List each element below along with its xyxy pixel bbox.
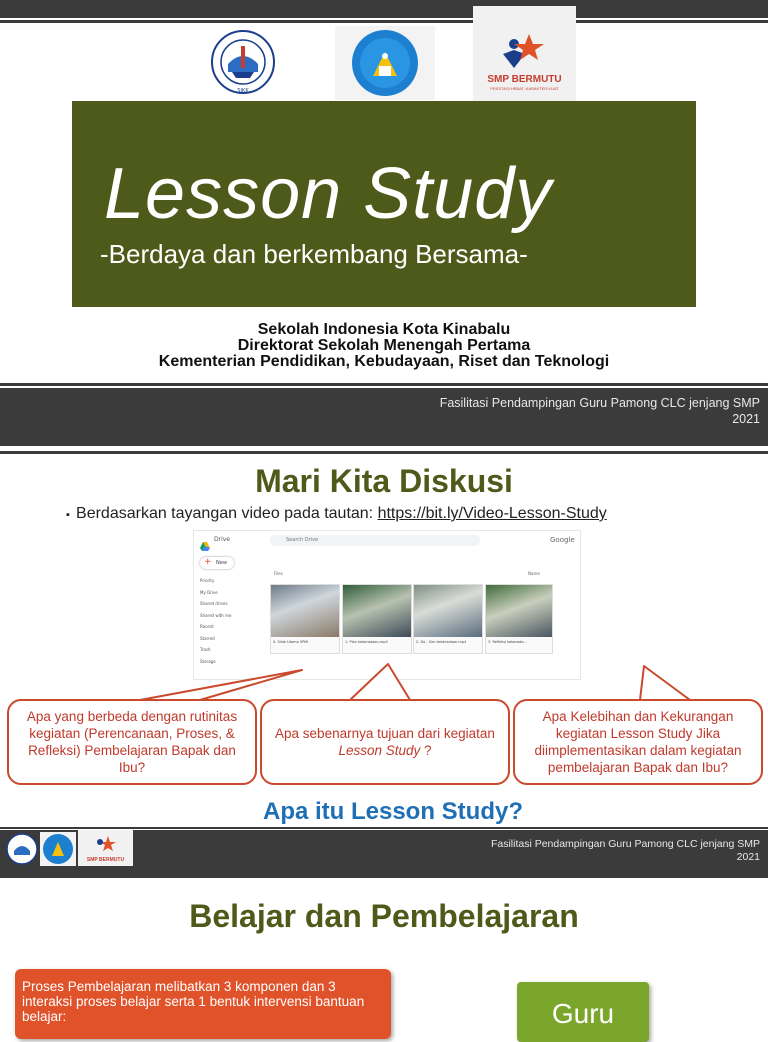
video-thumbnail: [271, 585, 339, 637]
drive-nav-item[interactable]: Shared drives: [200, 601, 228, 606]
title-block: [72, 101, 696, 307]
footer-line-2: 2021: [736, 851, 760, 863]
footer-line-1: Fasilitasi Pendampingan Guru Pamong CLC jenjang SMP: [439, 396, 760, 410]
slide2-top-line: [0, 451, 768, 454]
video-thumbnail: [414, 585, 482, 637]
bubble-2-italic: Lesson Study: [338, 743, 421, 758]
drive-screenshot: [193, 530, 581, 680]
bubble-3-text: Apa Kelebihan dan Kekurangan kegiatan Lesson Study Jika diimplementasikan dalam kegiatan pembelajaran Bapak dan Ibu?: [534, 709, 742, 775]
footer-smp-bermutu-label: SMP BERMUTU: [86, 857, 125, 863]
institution-line-2: Direktorat Sekolah Menengah Pertama: [237, 337, 531, 354]
video-link[interactable]: https://bit.ly/Video-Lesson-Study: [377, 505, 607, 522]
guru-label: Guru: [551, 998, 615, 1029]
footer-line-1: Fasilitasi Pendampingan Guru Pamong CLC jenjang SMP: [490, 838, 760, 850]
bullet-marker: ▪: [66, 509, 77, 521]
slide1-top-bar: [0, 0, 768, 18]
drive-nav-item[interactable]: My Drive: [200, 589, 218, 595]
drive-nav-item[interactable]: Priority: [200, 578, 215, 583]
drive-nav-item[interactable]: Shared with me: [200, 612, 232, 618]
drive-logo-icon: [200, 536, 210, 545]
slide2-title: Mari Kita Diskusi: [255, 463, 513, 499]
drive-new-label: New: [216, 560, 227, 566]
bubble-1-text: Apa yang berbeda dengan rutinitas kegiatan (Perencanaan, Proses, & Refleksi) Pembelajaran Bapak dan Ibu?: [26, 709, 238, 775]
drive-search-input[interactable]: [270, 535, 480, 546]
drive-file-card[interactable]: [413, 584, 483, 654]
drive-new-button[interactable]: [200, 557, 234, 569]
drive-nav-item[interactable]: Storage: [200, 658, 216, 664]
drive-search-placeholder: Search Drive: [286, 537, 319, 543]
lesson-study-title: Lesson Study: [104, 154, 553, 234]
drive-app-name: Drive: [214, 536, 230, 543]
drive-nav-item[interactable]: Trash: [200, 647, 211, 652]
drive-sort-label[interactable]: Name: [528, 571, 540, 576]
slide1-footer-line: [0, 383, 768, 386]
drive-file-card[interactable]: [342, 584, 412, 654]
discussion-bubble-2: [260, 699, 510, 785]
slide1-footer-text: [440, 395, 760, 427]
discussion-bubble-1: [7, 699, 257, 785]
footer-logo-tut-wuri: [40, 832, 76, 866]
slide2-bullet: [66, 505, 607, 523]
sikk-logo: [206, 28, 280, 98]
drive-file-name: 2. Do - Sim keberadaan.mp4: [416, 640, 467, 644]
tut-wuri-handayani-logo: [335, 26, 435, 100]
bullet-text: Berdasarkan tayangan video pada tautan:: [76, 505, 378, 522]
drive-file-card[interactable]: [485, 584, 553, 654]
institution-line-1: Sekolah Indonesia Kota Kinabalu: [257, 321, 511, 338]
learning-process-text: Proses Pembelajaran melibatkan 3 komponen dan 3 interaksi proses belajar serta 1 bentuk intervensi bantuan belajar:: [22, 979, 365, 1024]
guru-box: [517, 982, 649, 1042]
video-thumbnail: [343, 585, 411, 637]
svg-text:SIKK: SIKK: [237, 88, 249, 94]
bubble-2-plain: Apa sebenarnya tujuan dari kegiatan: [275, 726, 495, 741]
drive-file-name: 3. Refleksi keberada...: [488, 640, 527, 644]
slide2-footer: [0, 830, 768, 878]
slide1-footer: [0, 388, 768, 446]
institution-line-3: Kementerian Pendidikan, Kebudayaan, Riset dan Teknologi: [158, 353, 610, 370]
drive-nav-item[interactable]: Starred: [200, 635, 215, 641]
drive-file-name: 1. Plan keberadaan.mp4: [345, 640, 388, 644]
lesson-study-question: Apa itu Lesson Study?: [262, 798, 523, 825]
drive-nav: [200, 575, 260, 667]
plus-icon: +: [204, 557, 212, 567]
footer-line-2: 2021: [732, 412, 760, 426]
slide2-footer-text: [491, 838, 760, 864]
drive-section-label: Files: [274, 571, 283, 576]
video-thumbnail: [486, 585, 552, 637]
smp-bermutu-title: SMP BERMUTU: [487, 74, 562, 85]
drive-file-card[interactable]: [270, 584, 340, 654]
smp-bermutu-tagline: PRESTASI HEBAT, KARAKTER KUAT: [490, 86, 559, 91]
learning-process-box: [15, 969, 391, 1039]
institution-lines: [0, 322, 768, 370]
slide2-footer-line: [0, 827, 768, 829]
drive-nav-item[interactable]: Recent: [200, 624, 214, 629]
slide3-title: Belajar dan Pembelajaran: [189, 898, 579, 934]
lesson-study-subtitle: -Berdaya dan berkembang Bersama-: [100, 239, 528, 269]
drive-file-name: 0. Slide Utama SPMI: [273, 640, 309, 644]
footer-logo-sikk: [6, 833, 38, 865]
bubble-2-tail: ?: [420, 743, 432, 758]
footer-logo-smp-bermutu: [78, 830, 133, 866]
bubble-2-text: [272, 725, 498, 759]
discussion-bubble-3: [513, 699, 763, 785]
google-brand: Google: [550, 536, 575, 544]
slide1-top-line: [0, 20, 768, 23]
